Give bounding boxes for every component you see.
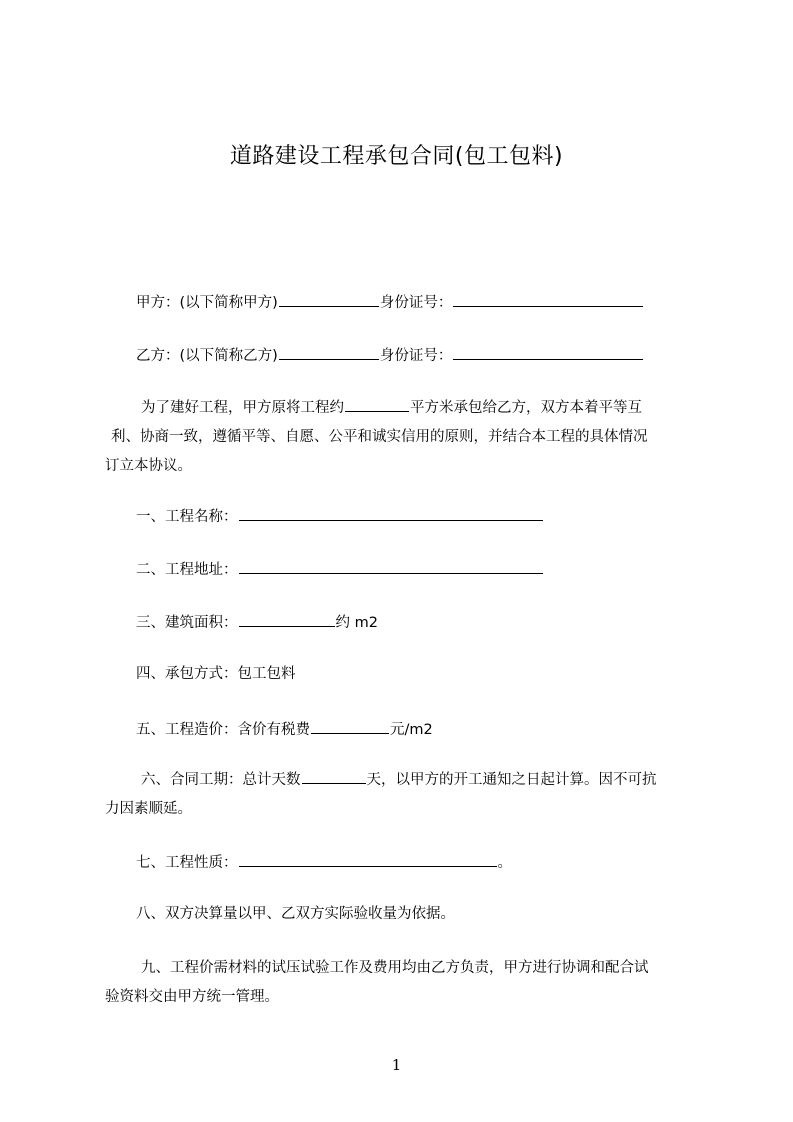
- clause-3-label: 三、建筑面积：: [136, 615, 238, 631]
- clause-7-label: 七、工程性质：: [136, 855, 238, 871]
- clause-5: [136, 718, 736, 740]
- clause-3: [136, 611, 736, 633]
- clause-9-line-2: 验资料交由甲方统一管理。: [105, 989, 279, 1005]
- project-nature-blank[interactable]: [239, 851, 497, 867]
- intro-text-2: 平方米承包给乙方，双方本着平等互: [410, 400, 642, 416]
- clause-9: [105, 954, 736, 1012]
- party-b-name-blank[interactable]: [279, 344, 379, 360]
- clause-6-text-1: 六、合同工期：总计天数: [141, 772, 301, 788]
- clause-4: 四、承包方式：包工包料: [136, 666, 296, 682]
- total-days-blank[interactable]: [302, 768, 366, 784]
- page-number: 1: [391, 1056, 402, 1074]
- project-name-blank[interactable]: [239, 505, 543, 521]
- party-b-line: [136, 344, 736, 366]
- clause-9-line-1: 九、工程价需材料的试压试验工作及费用均由乙方负责，甲方进行协调和配合试: [141, 960, 649, 976]
- clause-6-line-2: 力因素顺延。: [105, 801, 192, 817]
- clause-7: [136, 851, 736, 873]
- intro-paragraph: [105, 394, 736, 481]
- party-b-id-blank[interactable]: [453, 344, 643, 360]
- clause-6-text-2: 天，以甲方的开工通知之日起计算。因不可抗: [366, 772, 657, 788]
- clause-6: [105, 766, 736, 824]
- intro-text-1: 为了建好工程，甲方原将工程约: [141, 400, 344, 416]
- party-a-line: [136, 291, 736, 313]
- clause-2-label: 二、工程地址：: [136, 562, 238, 578]
- clause-5-label: 五、工程造价：含价有税费: [136, 722, 310, 738]
- party-a-id-label: 身份证号：: [379, 295, 453, 311]
- project-address-blank[interactable]: [239, 558, 543, 574]
- intro-area-blank[interactable]: [345, 396, 409, 412]
- intro-line-3: 订立本协议。: [105, 458, 192, 474]
- intro-line-1: [136, 394, 736, 423]
- intro-line-2: 利、协商一致，遵循平等、自愿、公平和诚实信用的原则，并结合本工程的具体情况: [111, 429, 648, 445]
- party-a-label: 甲方：(以下简称甲方): [136, 295, 278, 311]
- clause-3-suffix: 约 m2: [335, 615, 378, 631]
- party-a-name-blank[interactable]: [279, 291, 379, 307]
- party-b-id-label: 身份证号：: [379, 348, 453, 364]
- clause-5-suffix: 元/m2: [390, 722, 433, 738]
- clause-6-line-1: [136, 766, 736, 795]
- clause-8: 八、双方决算量以甲、乙双方实际验收量为依据。: [136, 906, 455, 922]
- clause-7-suffix: 。: [497, 855, 512, 871]
- clause-2: [136, 558, 736, 580]
- clause-1-label: 一、工程名称：: [136, 509, 238, 525]
- party-a-id-blank[interactable]: [453, 291, 643, 307]
- document-title: 道路建设工程承包合同(包工包料): [229, 144, 564, 169]
- clause-1: [136, 505, 736, 527]
- building-area-blank[interactable]: [239, 611, 335, 627]
- project-cost-blank[interactable]: [311, 718, 389, 734]
- party-b-label: 乙方：(以下简称乙方): [136, 348, 278, 364]
